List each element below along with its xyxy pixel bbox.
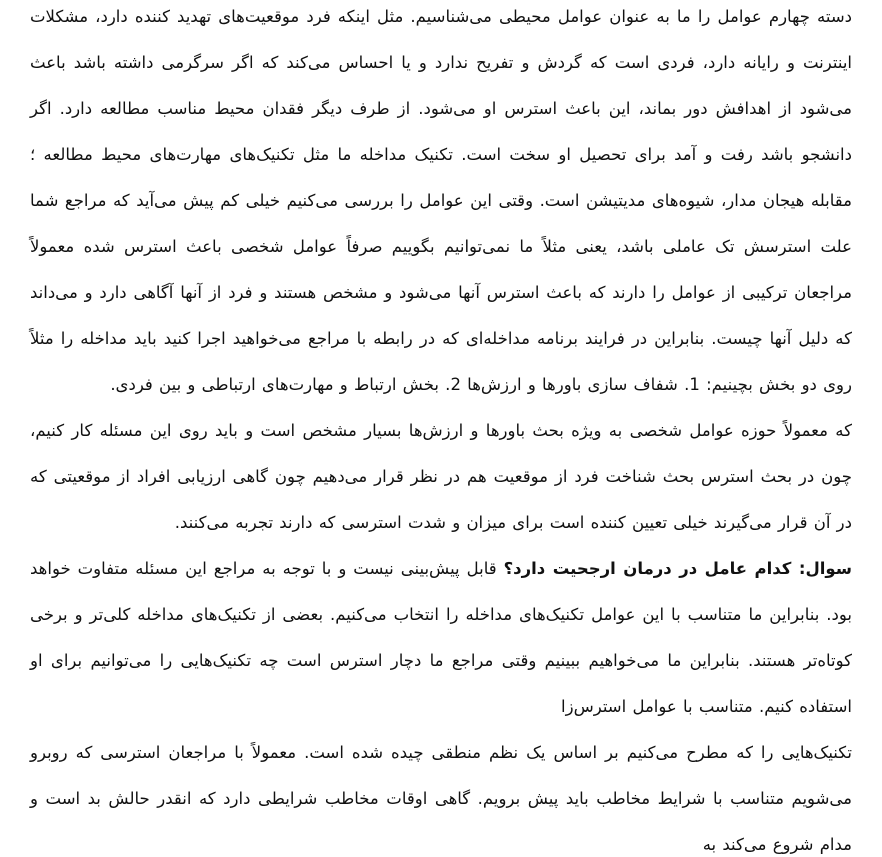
question-answer: قابل پیش‌بینی نیست و با توجه به مراجع این مسئله متفاوت خواهد بود. بنابراین ما متناسب با این عوامل تکنیک‌های مداخله را انتخاب می‌کنیم. بعضی از تکنیک‌های مداخله کلی‌تر و برخی کوتاه‌تر هستند. بنابراین ما می‌خواهیم ببینیم وقتی مراجع ما دچار استرس است چه تکنیک‌هایی را می‌توانیم برای او استفاده کنیم. متناسب با عوامل استرس‌زا bbox=[30, 559, 852, 716]
question-label: سوال: کدام عامل در درمان ارجحیت دارد؟ bbox=[503, 559, 852, 578]
paragraph-personal-factors: که معمولاً حوزه عوامل شخصی به ویژه بحث باورها و ارزش‌ها بسیار مشخص است و باید روی این مسئله کار کنیم، چون در بحث استرس بحث شناخت فرد از موقعیت هم در نظر قرار می‌دهیم چون گاهی ارزیابی افراد از موقعیتی که در آن قرار می‌گیرند خیلی تعیین کننده است برای میزان و شدت استرسی که دارند تجربه می‌کنند. bbox=[30, 421, 852, 532]
paragraph-techniques: تکنیک‌هایی را که مطرح می‌کنیم بر اساس یک نظم منطقی چیده شده است. معمولاً با مراجعان استرسی که روبرو می‌شویم متناسب با شرایط مخاطب باید پیش برویم. گاهی اوقات مخاطب شرایطی دارد که انقدر حالش بد است و مدام شروع می‌کند به bbox=[30, 743, 852, 854]
paragraph-question bbox=[0, 546, 882, 730]
paragraph-environmental-factors: دسته چهارم عوامل را ما به عنوان عوامل محیطی می‌شناسیم. مثل اینکه فرد موقعیت‌های تهدید کننده دارد، مشکلات اینترنت و رایانه دارد، فردی است که گردش و تفریح ندارد و یا احساس می‌کند که اگر سرگرمی داشته باشد باعث می‌شود از اهدافش دور بماند، این باعث استرس او می‌شود. از طرف دیگر فقدان محیط مناسب مطالعه دارد. اگر دانشجو باشد رفت و آمد برای تحصیل او سخت است. تکنیک مداخله ما مثل تکنیک‌های مهارت‌های محیط مطالعه ؛ مقابله هیجان مدار، شیوه‌های مدیتیشن است. وقتی این عوامل را بررسی می‌کنیم خیلی کم پیش می‌آید که مراجع شما علت استرسش تک عاملی باشد، یعنی مثلاً ما نمی‌توانیم بگوییم صرفاً عوامل شخصی باعث استرس شده معمولاً مراجعان ترکیبی از عوامل را دارند که باعث استرس آنها می‌شود و مشخص هستند و فرد از آنها آگاهی دارد و می‌داند که دلیل آنها چیست. بنابراین در فرایند برنامه مداخله‌ای که در رابطه با مراجع می‌خواهید اجرا کنید باید مداخله را مثلاً روی دو بخش بچینیم: 1. شفاف سازی باورها و ارزش‌ها 2. بخش ارتباط و مهارت‌های ارتباطی و بین فردی. bbox=[30, 7, 852, 394]
